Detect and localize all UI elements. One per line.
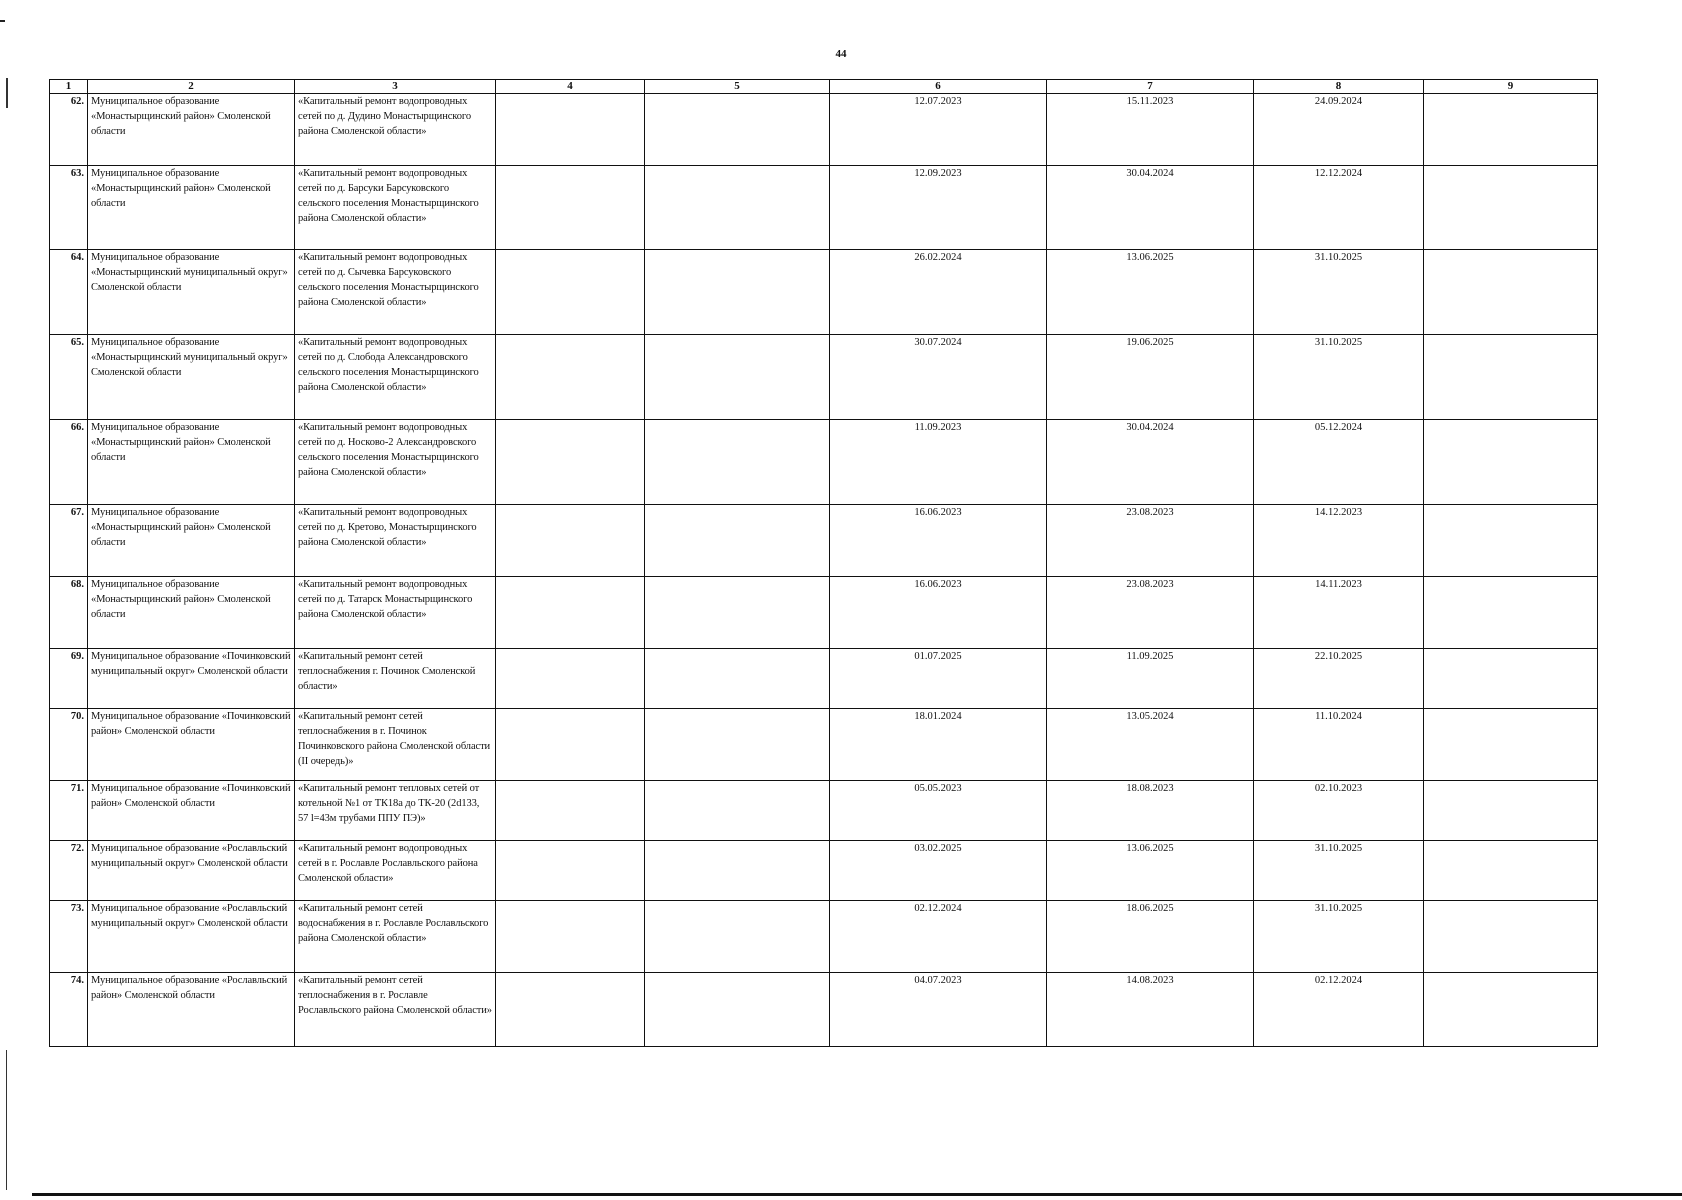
object-cell: «Капитальный ремонт сетей теплоснабжения г. Починок Смоленской области» [295,649,496,709]
column-4-cell [496,781,645,841]
date-column-8-cell: 31.10.2025 [1254,901,1424,973]
date-column-6-cell: 04.07.2023 [830,973,1047,1047]
column-header: 2 [88,80,295,94]
object-cell: «Капитальный ремонт водопроводных сетей по д. Дудино Монастырщинского района Смоленской области» [295,94,496,166]
date-column-7-cell: 18.06.2025 [1047,901,1254,973]
object-cell: «Капитальный ремонт сетей теплоснабжения в г. Починок Починковского района Смоленской области (II очередь)» [295,709,496,781]
column-5-cell [645,505,830,577]
row-number: 64. [50,250,88,335]
column-header: 7 [1047,80,1254,94]
date-column-7-cell: 30.04.2024 [1047,166,1254,250]
municipality-cell: Муниципальное образование «Починковский район» Смоленской области [88,709,295,781]
date-column-7-cell: 18.08.2023 [1047,781,1254,841]
column-5-cell [645,649,830,709]
table-row [50,250,1598,335]
municipality-cell: Муниципальное образование «Монастырщинский район» Смоленской области [88,505,295,577]
column-9-cell [1424,577,1598,649]
column-9-cell [1424,505,1598,577]
row-number: 66. [50,420,88,505]
date-column-6-cell: 12.07.2023 [830,94,1047,166]
row-number: 72. [50,841,88,901]
object-cell: «Капитальный ремонт водопроводных сетей по д. Кретово, Монастырщинского района Смоленской области» [295,505,496,577]
municipality-cell: Муниципальное образование «Рославльский муниципальный округ» Смоленской области [88,841,295,901]
date-column-6-cell: 26.02.2024 [830,250,1047,335]
column-4-cell [496,709,645,781]
municipality-cell: Муниципальное образование «Починковский район» Смоленской области [88,781,295,841]
table-row [50,577,1598,649]
municipality-cell: Муниципальное образование «Монастырщинский муниципальный округ» Смоленской области [88,250,295,335]
column-5-cell [645,973,830,1047]
date-column-8-cell: 11.10.2024 [1254,709,1424,781]
column-5-cell [645,577,830,649]
row-number: 71. [50,781,88,841]
object-cell: «Капитальный ремонт водопроводных сетей по д. Носково-2 Александровского сельского поселения Монастырщинского района Смоленской области» [295,420,496,505]
date-column-7-cell: 23.08.2023 [1047,577,1254,649]
column-9-cell [1424,335,1598,420]
column-9-cell [1424,841,1598,901]
date-column-8-cell: 31.10.2025 [1254,335,1424,420]
object-cell: «Капитальный ремонт водопроводных сетей по д. Сычевка Барсуковского сельского поселения Монастырщинского района Смоленской области» [295,250,496,335]
date-column-6-cell: 03.02.2025 [830,841,1047,901]
column-4-cell [496,250,645,335]
date-column-8-cell: 14.12.2023 [1254,505,1424,577]
object-cell: «Капитальный ремонт водопроводных сетей по д. Слобода Александровского сельского поселения Монастырщинского района Смоленской области» [295,335,496,420]
column-header: 3 [295,80,496,94]
table-row [50,335,1598,420]
column-4-cell [496,901,645,973]
date-column-8-cell: 14.11.2023 [1254,577,1424,649]
table-row [50,420,1598,505]
table-row [50,781,1598,841]
column-header: 5 [645,80,830,94]
column-5-cell [645,250,830,335]
municipality-cell: Муниципальное образование «Монастырщинский район» Смоленской области [88,420,295,505]
object-cell: «Капитальный ремонт сетей водоснабжения в г. Рославле Рославльского района Смоленской области» [295,901,496,973]
row-number: 63. [50,166,88,250]
row-number: 73. [50,901,88,973]
row-number: 67. [50,505,88,577]
object-cell: «Капитальный ремонт водопроводных сетей в г. Рославле Рославльского района Смоленской области» [295,841,496,901]
column-header: 9 [1424,80,1598,94]
row-number: 69. [50,649,88,709]
object-cell: «Капитальный ремонт сетей теплоснабжения в г. Рославле Рославльского района Смоленской области» [295,973,496,1047]
table-row [50,649,1598,709]
page-bottom-rule [32,1193,1682,1196]
scan-left-edge-mark [6,1050,7,1190]
date-column-7-cell: 19.06.2025 [1047,335,1254,420]
column-9-cell [1424,901,1598,973]
date-column-7-cell: 23.08.2023 [1047,505,1254,577]
column-5-cell [645,420,830,505]
page-number: 44 [835,48,847,60]
date-column-8-cell: 12.12.2024 [1254,166,1424,250]
object-cell: «Капитальный ремонт тепловых сетей от котельной №1 от ТК18а до ТК-20 (2d133, 57 l=43м трубами ППУ ПЭ)» [295,781,496,841]
date-column-6-cell: 02.12.2024 [830,901,1047,973]
column-header: 8 [1254,80,1424,94]
column-4-cell [496,649,645,709]
column-9-cell [1424,781,1598,841]
column-9-cell [1424,649,1598,709]
column-4-cell [496,166,645,250]
table-row [50,709,1598,781]
row-number: 74. [50,973,88,1047]
date-column-8-cell: 31.10.2025 [1254,250,1424,335]
row-number: 68. [50,577,88,649]
table-row [50,505,1598,577]
date-column-6-cell: 18.01.2024 [830,709,1047,781]
column-5-cell [645,709,830,781]
row-number: 65. [50,335,88,420]
table-body [50,94,1598,1047]
date-column-8-cell: 05.12.2024 [1254,420,1424,505]
municipality-cell: Муниципальное образование «Монастырщинский район» Смоленской области [88,94,295,166]
date-column-8-cell: 31.10.2025 [1254,841,1424,901]
table-row [50,901,1598,973]
date-column-6-cell: 05.05.2023 [830,781,1047,841]
table-header-row [50,80,1598,94]
column-4-cell [496,973,645,1047]
date-column-6-cell: 11.09.2023 [830,420,1047,505]
column-4-cell [496,420,645,505]
column-header: 4 [496,80,645,94]
table-row [50,166,1598,250]
column-5-cell [645,901,830,973]
column-5-cell [645,166,830,250]
date-column-6-cell: 16.06.2023 [830,505,1047,577]
date-column-7-cell: 15.11.2023 [1047,94,1254,166]
column-9-cell [1424,973,1598,1047]
date-column-6-cell: 01.07.2025 [830,649,1047,709]
date-column-6-cell: 16.06.2023 [830,577,1047,649]
date-column-7-cell: 30.04.2024 [1047,420,1254,505]
table-row [50,94,1598,166]
municipality-cell: Муниципальное образование «Починковский муниципальный округ» Смоленской области [88,649,295,709]
date-column-8-cell: 24.09.2024 [1254,94,1424,166]
date-column-7-cell: 11.09.2025 [1047,649,1254,709]
scan-left-edge-mark [6,78,8,108]
municipality-cell: Муниципальное образование «Рославльский район» Смоленской области [88,973,295,1047]
municipality-cell: Муниципальное образование «Рославльский муниципальный округ» Смоленской области [88,901,295,973]
column-4-cell [496,335,645,420]
column-5-cell [645,781,830,841]
date-column-7-cell: 13.06.2025 [1047,841,1254,901]
date-column-7-cell: 13.05.2024 [1047,709,1254,781]
municipality-cell: Муниципальное образование «Монастырщинский район» Смоленской области [88,577,295,649]
column-4-cell [496,505,645,577]
scan-corner-mark [0,20,5,22]
date-column-6-cell: 12.09.2023 [830,166,1047,250]
date-column-8-cell: 22.10.2025 [1254,649,1424,709]
date-column-8-cell: 02.12.2024 [1254,973,1424,1047]
municipality-cell: Муниципальное образование «Монастырщинский район» Смоленской области [88,166,295,250]
object-cell: «Капитальный ремонт водопроводных сетей по д. Барсуки Барсуковского сельского поселения Монастырщинского района Смоленской области» [295,166,496,250]
column-5-cell [645,335,830,420]
column-5-cell [645,94,830,166]
row-number: 70. [50,709,88,781]
document-table [49,79,1598,1047]
column-9-cell [1424,420,1598,505]
row-number: 62. [50,94,88,166]
column-9-cell [1424,166,1598,250]
column-9-cell [1424,250,1598,335]
table-row [50,841,1598,901]
column-9-cell [1424,709,1598,781]
column-4-cell [496,841,645,901]
municipality-cell: Муниципальное образование «Монастырщинский муниципальный округ» Смоленской области [88,335,295,420]
column-header: 1 [50,80,88,94]
column-header: 6 [830,80,1047,94]
date-column-7-cell: 13.06.2025 [1047,250,1254,335]
column-4-cell [496,577,645,649]
table-row [50,973,1598,1047]
column-5-cell [645,841,830,901]
date-column-7-cell: 14.08.2023 [1047,973,1254,1047]
column-4-cell [496,94,645,166]
object-cell: «Капитальный ремонт водопроводных сетей по д. Татарск Монастырщинского района Смоленской области» [295,577,496,649]
date-column-6-cell: 30.07.2024 [830,335,1047,420]
column-9-cell [1424,94,1598,166]
date-column-8-cell: 02.10.2023 [1254,781,1424,841]
